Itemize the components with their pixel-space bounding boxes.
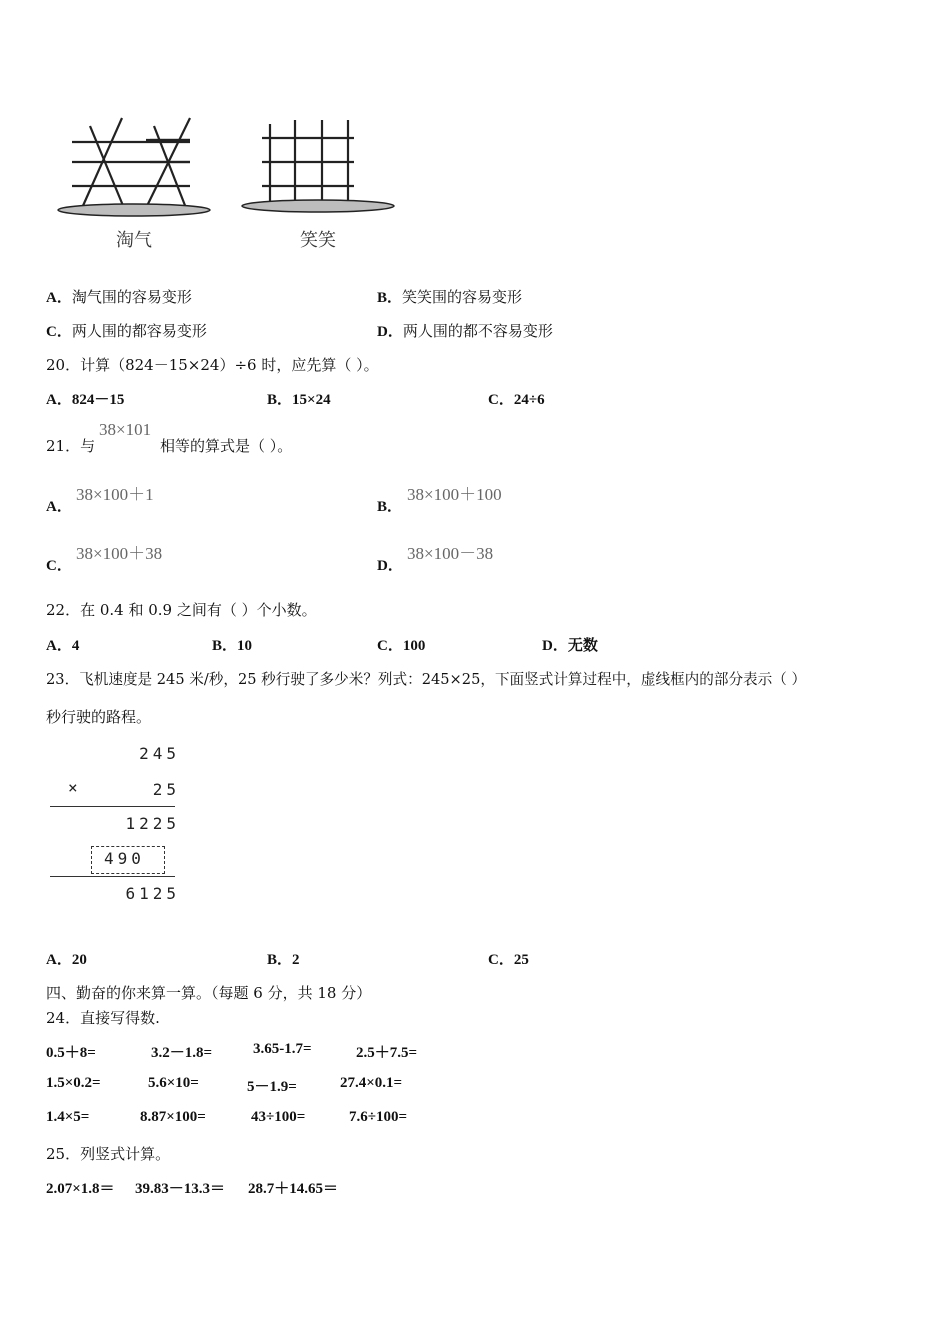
option-text: 笑笑围的容易变形 <box>402 288 523 306</box>
q23-option-b <box>267 948 300 969</box>
q19-option-a <box>46 286 192 307</box>
q22-option-c <box>377 634 425 655</box>
option-key: A． <box>46 392 72 408</box>
q24-r3-c4: 7.6÷100= <box>349 1109 408 1125</box>
option-text: 15×24 <box>292 392 331 408</box>
q25-item-3: 28.7＋14.65＝ <box>248 1181 339 1197</box>
option-key: B． <box>377 290 403 306</box>
q25-item-2: 39.83－13.3＝ <box>135 1181 226 1197</box>
q21-stem-pre: 21．与 <box>46 437 96 455</box>
q21-option-b-key: B． <box>377 499 403 515</box>
option-text: 淘气围的容易变形 <box>71 288 192 306</box>
figure-label-taoqi: 淘气 <box>116 230 152 251</box>
q21-option-a-key: A． <box>46 499 72 515</box>
q23-option-c <box>488 948 529 969</box>
option-text: 无数 <box>567 638 598 654</box>
q21-stem-math: 38×101 <box>99 420 152 439</box>
q23-option-a <box>46 948 87 969</box>
q24-r3-c3: 43÷100= <box>251 1109 306 1125</box>
option-key: B． <box>267 952 293 968</box>
option-text: 2 <box>292 952 300 968</box>
vc-partial-2: 490 <box>104 849 145 868</box>
q23-stem-line2: 秒行驶的路程。 <box>46 708 152 726</box>
figure-label-xiaoxiao: 笑笑 <box>300 230 336 251</box>
option-text: 25 <box>513 952 529 968</box>
q24-r1-c3: 3.65-1.7= <box>253 1041 312 1057</box>
q24-r2-c4: 27.4×0.1= <box>340 1075 403 1091</box>
option-text: 100 <box>402 638 426 654</box>
option-text: 4 <box>71 638 80 654</box>
q22-stem: 22．在 0.4 和 0.9 之间有（ ）个小数。 <box>46 601 317 619</box>
q21-option-a-math: 38×100＋1 <box>76 485 154 504</box>
fence-xiaoxiao-base <box>242 200 394 212</box>
fence-taoqi-base <box>58 204 210 216</box>
vc-rule-2 <box>50 876 175 877</box>
option-key: C． <box>377 638 403 654</box>
option-key: B． <box>212 638 238 654</box>
option-key: C． <box>488 952 514 968</box>
q19-option-b <box>377 286 522 307</box>
q23-stem-line1: 23．飞机速度是 245 米/秒，25 秒行驶了多少米？列式：245×25，下面竖式计算过程中，虚线框内的部分表示（ ） <box>46 671 807 688</box>
q22-option-b <box>212 634 252 655</box>
q20-option-c <box>488 388 545 409</box>
vc-times-sign: × <box>68 778 78 797</box>
q24-r3-c1: 1.4×5= <box>46 1109 90 1125</box>
option-key: C． <box>46 324 72 340</box>
q25-item-1: 2.07×1.8＝ <box>46 1181 115 1197</box>
option-text: 两人围的都不容易变形 <box>402 322 553 340</box>
q20-option-b <box>267 388 331 409</box>
q19-option-c <box>46 320 207 341</box>
q19-option-d <box>377 320 553 341</box>
q21-option-c-key: C． <box>46 558 72 574</box>
option-text: 20 <box>71 952 87 968</box>
option-text: 10 <box>237 638 253 654</box>
q24-r1-c2: 3.2－1.8= <box>151 1045 213 1061</box>
q21-option-b-math: 38×100＋100 <box>407 485 502 504</box>
option-key: A． <box>46 290 72 306</box>
vc-rule-1 <box>50 806 175 807</box>
fence-figure <box>50 110 410 260</box>
option-text: 两人围的都容易变形 <box>71 322 207 340</box>
q24-stem: 24．直接写得数. <box>46 1009 160 1027</box>
fence-taoqi-drawing <box>72 118 190 208</box>
vc-multiplier: 25 <box>152 780 180 799</box>
q21-option-c-math: 38×100＋38 <box>76 544 163 563</box>
vc-partial-1: 1225 <box>125 814 180 833</box>
q21-option-d-math: 38×100－38 <box>407 544 494 563</box>
q20-stem: 20．计算（824－15×24）÷6 时，应先算（ ）。 <box>46 356 379 374</box>
q22-option-a <box>46 634 79 655</box>
q24-r1-c4: 2.5＋7.5= <box>356 1045 418 1061</box>
vc-result: 6125 <box>125 884 180 903</box>
q25-stem: 25．列竖式计算。 <box>46 1145 171 1163</box>
q21-stem-post: 相等的算式是（ ）。 <box>160 437 293 455</box>
option-text: 824－15 <box>71 392 125 408</box>
option-key: D． <box>377 324 403 340</box>
q24-r2-c2: 5.6×10= <box>148 1075 199 1091</box>
option-key: A． <box>46 638 72 654</box>
option-key: A． <box>46 952 72 968</box>
option-key: B． <box>267 392 293 408</box>
q21-option-d-key: D． <box>377 558 403 574</box>
q24-r2-c1: 1.5×0.2= <box>46 1075 101 1091</box>
option-key: D． <box>542 638 568 654</box>
q24-r1-c1: 0.5＋8= <box>46 1045 96 1061</box>
q22-option-d <box>542 634 598 655</box>
vertical-calculation <box>50 740 180 910</box>
q24-r3-c2: 8.87×100= <box>140 1109 206 1125</box>
q20-option-a <box>46 388 124 409</box>
option-text: 24÷6 <box>513 392 545 408</box>
option-key: C． <box>488 392 514 408</box>
fence-xiaoxiao-drawing <box>262 120 354 202</box>
section-4-title: 四、勤奋的你来算一算。（每题 6 分，共 18 分） <box>46 984 372 1002</box>
vc-multiplicand: 245 <box>139 744 180 763</box>
q24-r2-c3: 5－1.9= <box>247 1079 297 1095</box>
